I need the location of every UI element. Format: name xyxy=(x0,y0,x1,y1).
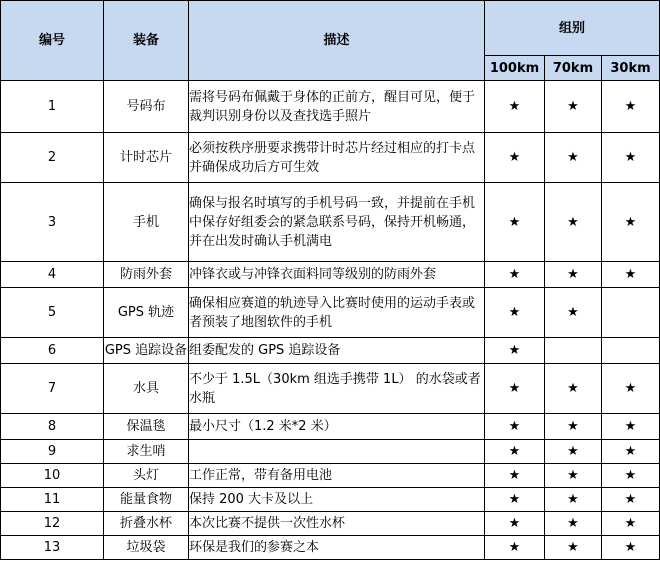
star-mark-100km: ★ xyxy=(485,440,545,464)
row-item: 折叠水杯 xyxy=(104,512,189,536)
table-row xyxy=(1,364,660,414)
row-desc: 保持 200 大卡及以上 xyxy=(189,488,485,512)
star-mark-100km: ★ xyxy=(485,488,545,512)
star-mark-30km: ★ xyxy=(602,464,660,488)
star-mark-30km: ★ xyxy=(602,81,660,133)
table-row xyxy=(1,262,660,288)
header-group-30km: 30km xyxy=(602,56,660,81)
table-row xyxy=(1,512,660,536)
row-id: 6 xyxy=(1,338,104,364)
header-group-70km: 70km xyxy=(545,56,602,81)
star-mark-30km xyxy=(602,288,660,338)
row-id: 5 xyxy=(1,288,104,338)
star-mark-100km: ★ xyxy=(485,536,545,560)
row-id: 11 xyxy=(1,488,104,512)
star-mark-100km: ★ xyxy=(485,262,545,288)
star-mark-70km: ★ xyxy=(545,133,602,183)
star-mark-100km: ★ xyxy=(485,512,545,536)
row-id: 13 xyxy=(1,536,104,560)
star-mark-30km: ★ xyxy=(602,262,660,288)
table-row xyxy=(1,338,660,364)
star-mark-70km: ★ xyxy=(545,464,602,488)
row-desc: 确保相应赛道的轨迹导入比赛时使用的运动手表或者预装了地图软件的手机 xyxy=(189,288,485,338)
row-item: GPS 追踪设备 xyxy=(104,338,189,364)
row-item: 手机 xyxy=(104,183,189,262)
star-mark-30km: ★ xyxy=(602,512,660,536)
star-mark-70km: ★ xyxy=(545,81,602,133)
row-item: 能量食物 xyxy=(104,488,189,512)
row-desc: 工作正常，带有备用电池 xyxy=(189,464,485,488)
row-desc: 需将号码布佩戴于身体的正前方，醒目可见，便于裁判识别身份以及查找选手照片 xyxy=(189,81,485,133)
row-item: 防雨外套 xyxy=(104,262,189,288)
table-row xyxy=(1,414,660,440)
row-id: 10 xyxy=(1,464,104,488)
table-row xyxy=(1,440,660,464)
star-mark-100km: ★ xyxy=(485,81,545,133)
row-desc: 必须按秩序册要求携带计时芯片经过相应的打卡点并确保成功后方可生效 xyxy=(189,133,485,183)
table-row xyxy=(1,183,660,262)
star-mark-70km: ★ xyxy=(545,183,602,262)
star-mark-100km: ★ xyxy=(485,464,545,488)
row-id: 9 xyxy=(1,440,104,464)
row-desc: 本次比赛不提供一次性水杯 xyxy=(189,512,485,536)
star-mark-70km: ★ xyxy=(545,512,602,536)
star-mark-70km: ★ xyxy=(545,288,602,338)
row-item: 计时芯片 xyxy=(104,133,189,183)
table-row xyxy=(1,488,660,512)
row-desc: 环保是我们的参赛之本 xyxy=(189,536,485,560)
header-desc: 描述 xyxy=(189,1,485,81)
header-group: 组别 xyxy=(485,1,660,56)
header-group-100km: 100km xyxy=(485,56,545,81)
row-desc: 不少于 1.5L（30km 组选手携带 1L） 的水袋或者水瓶 xyxy=(189,364,485,414)
row-item: GPS 轨迹 xyxy=(104,288,189,338)
row-desc: 最小尺寸（1.2 米*2 米） xyxy=(189,414,485,440)
row-item: 水具 xyxy=(104,364,189,414)
star-mark-30km: ★ xyxy=(602,414,660,440)
star-mark-100km: ★ xyxy=(485,364,545,414)
star-mark-100km: ★ xyxy=(485,414,545,440)
row-item: 垃圾袋 xyxy=(104,536,189,560)
row-desc: 组委配发的 GPS 追踪设备 xyxy=(189,338,485,364)
star-mark-100km: ★ xyxy=(485,133,545,183)
row-desc xyxy=(189,440,485,464)
table-row xyxy=(1,536,660,560)
row-item: 号码布 xyxy=(104,81,189,133)
star-mark-70km: ★ xyxy=(545,488,602,512)
table-row xyxy=(1,81,660,133)
star-mark-100km: ★ xyxy=(485,288,545,338)
star-mark-30km: ★ xyxy=(602,364,660,414)
header-item: 装备 xyxy=(104,1,189,81)
star-mark-30km xyxy=(602,338,660,364)
star-mark-70km: ★ xyxy=(545,440,602,464)
row-id: 3 xyxy=(1,183,104,262)
star-mark-30km: ★ xyxy=(602,440,660,464)
row-id: 12 xyxy=(1,512,104,536)
row-id: 1 xyxy=(1,81,104,133)
star-mark-100km: ★ xyxy=(485,183,545,262)
star-mark-70km: ★ xyxy=(545,414,602,440)
row-item: 头灯 xyxy=(104,464,189,488)
row-id: 4 xyxy=(1,262,104,288)
star-mark-30km: ★ xyxy=(602,536,660,560)
star-mark-30km: ★ xyxy=(602,183,660,262)
table-row xyxy=(1,133,660,183)
star-mark-70km xyxy=(545,338,602,364)
row-item: 求生哨 xyxy=(104,440,189,464)
table-row xyxy=(1,288,660,338)
star-mark-30km: ★ xyxy=(602,133,660,183)
star-mark-30km: ★ xyxy=(602,488,660,512)
row-item: 保温毯 xyxy=(104,414,189,440)
star-mark-70km: ★ xyxy=(545,262,602,288)
row-id: 8 xyxy=(1,414,104,440)
table-row xyxy=(1,464,660,488)
row-id: 2 xyxy=(1,133,104,183)
star-mark-70km: ★ xyxy=(545,364,602,414)
star-mark-70km: ★ xyxy=(545,536,602,560)
row-desc: 冲锋衣或与冲锋衣面料同等级别的防雨外套 xyxy=(189,262,485,288)
star-mark-100km: ★ xyxy=(485,338,545,364)
row-desc: 确保与报名时填写的手机号码一致，并提前在手机中保存好组委会的紧急联系号码，保持开机畅通，并在出发时确认手机满电 xyxy=(189,183,485,262)
row-id: 7 xyxy=(1,364,104,414)
header-id: 编号 xyxy=(1,1,104,81)
